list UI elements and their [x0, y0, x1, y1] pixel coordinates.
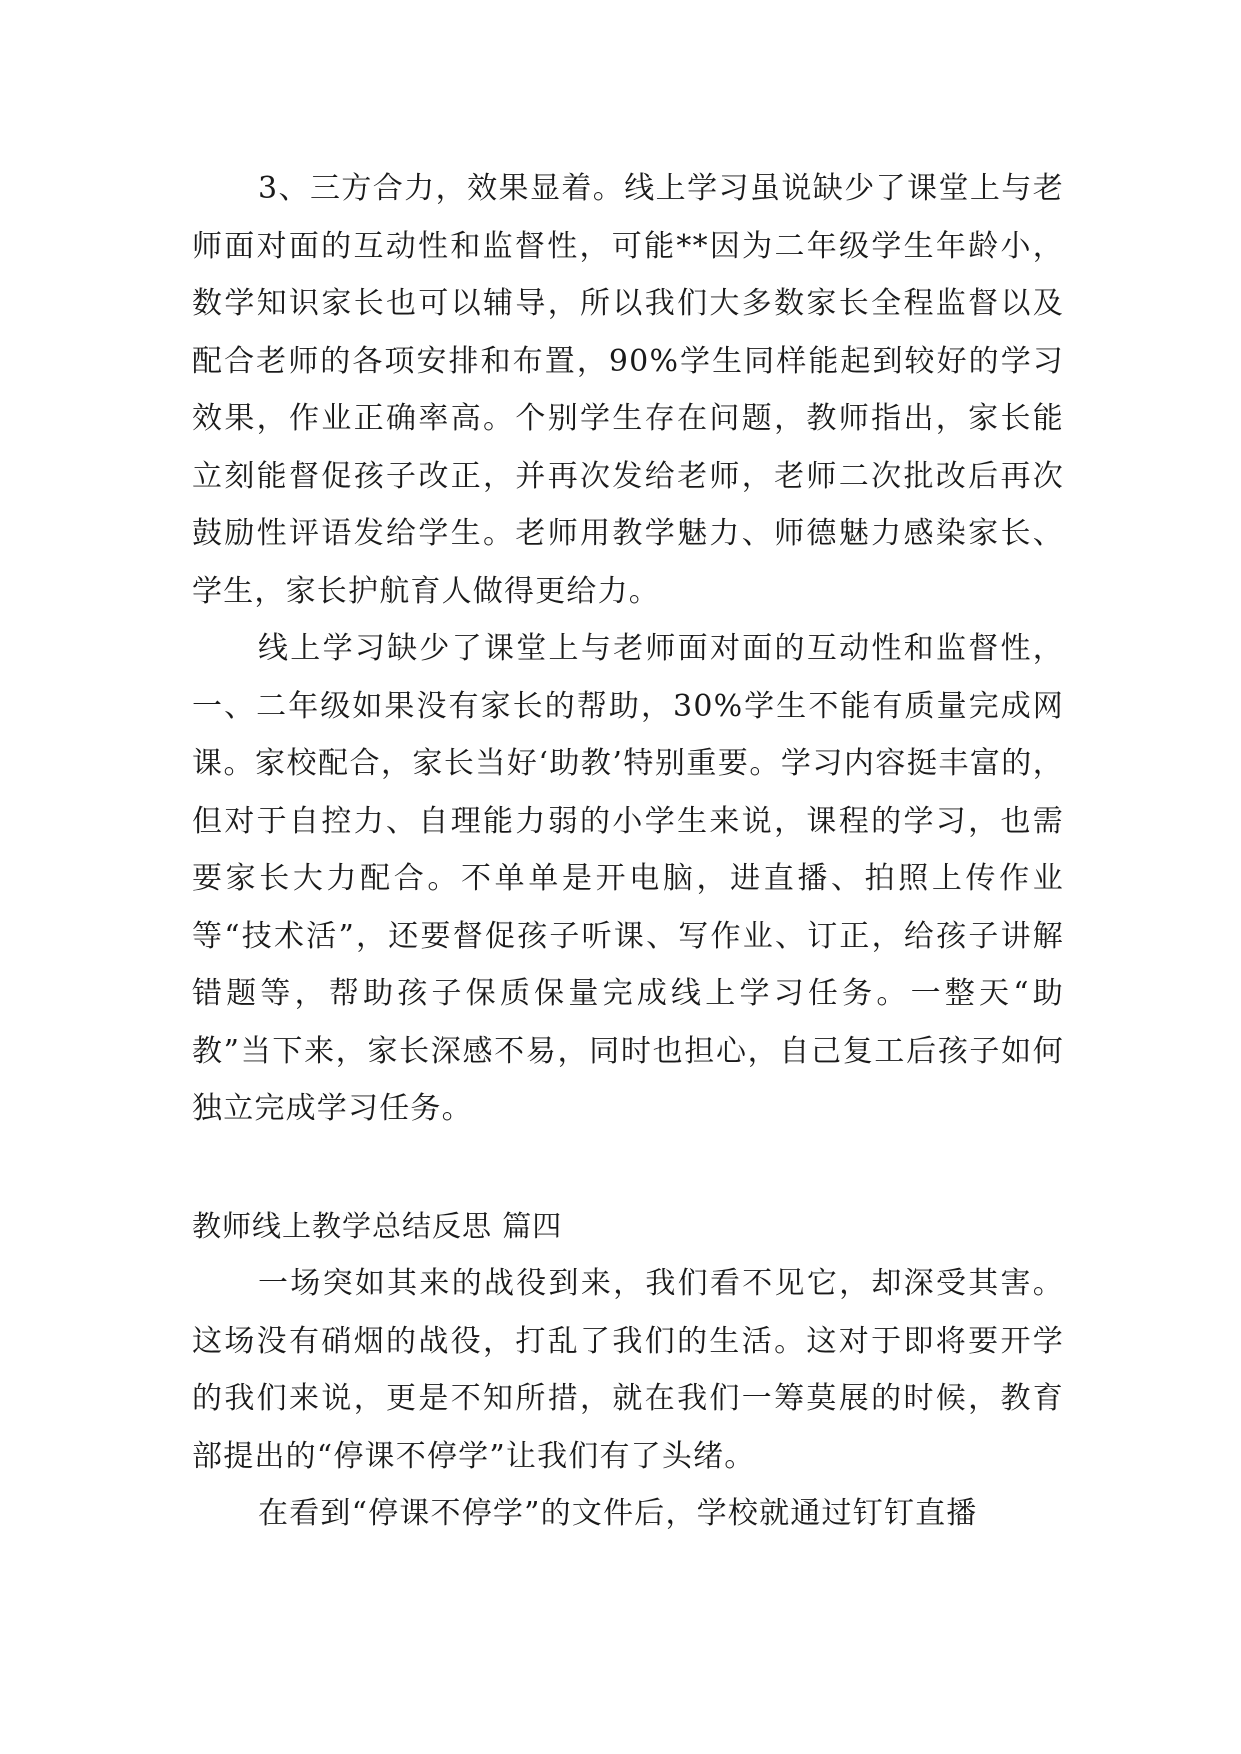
section-gap: [192, 1138, 1064, 1198]
paragraph-online-learning: 线上学习缺少了课堂上与老师面对面的互动性和监督性，一、二年级如果没有家长的帮助，30%学生不能有质量完成网课。家校配合，家长当好‘助教’特别重要。学习内容挺丰富的，但对于自控力、自理能力弱的小学生来说，课程的学习，也需要家长大力配合。不单单是开电脑，进直播、拍照上传作业等“技术活”，还要督促孩子听课、写作业、订正，给孩子讲解错题等，帮助孩子保质保量完成线上学习任务。一整天“助教”当下来，家长深感不易，同时也担心，自己复工后孩子如何独立完成学习任务。: [192, 631, 1064, 1126]
paragraph-cooperation: 3、三方合力，效果显着。线上学习虽说缺少了课堂上与老师面对面的互动性和监督性，可能**因为二年级学生年龄小，数学知识家长也可以辅导，所以我们大多数家长全程监督以及配合老师的各项安排和布置，90%学生同样能起到较好的学习效果，作业正确率高。个别学生存在问题，教师指出，家长能立刻能督促孩子改正，并再次发给老师，老师二次批改后再次鼓励性评语发给学生。老师用教学魅力、师德魅力感染家长、学生，家长护航育人做得更给力。: [192, 171, 1064, 609]
paragraph-school-response: 在看到“停课不停学”的文件后，学校就通过钉钉直播: [258, 1496, 978, 1531]
document-page: [192, 160, 1064, 1543]
paragraph-epidemic: 一场突如其来的战役到来，我们看不见它，却深受其害。这场没有硝烟的战役，打乱了我们的生活。这对于即将要开学的我们来说，更是不知所措，就在我们一筹莫展的时候，教育部提出的“停课不停学”让我们有了头绪。: [192, 1266, 1064, 1474]
section-heading: 教师线上教学总结反思 篇四: [192, 1208, 563, 1243]
